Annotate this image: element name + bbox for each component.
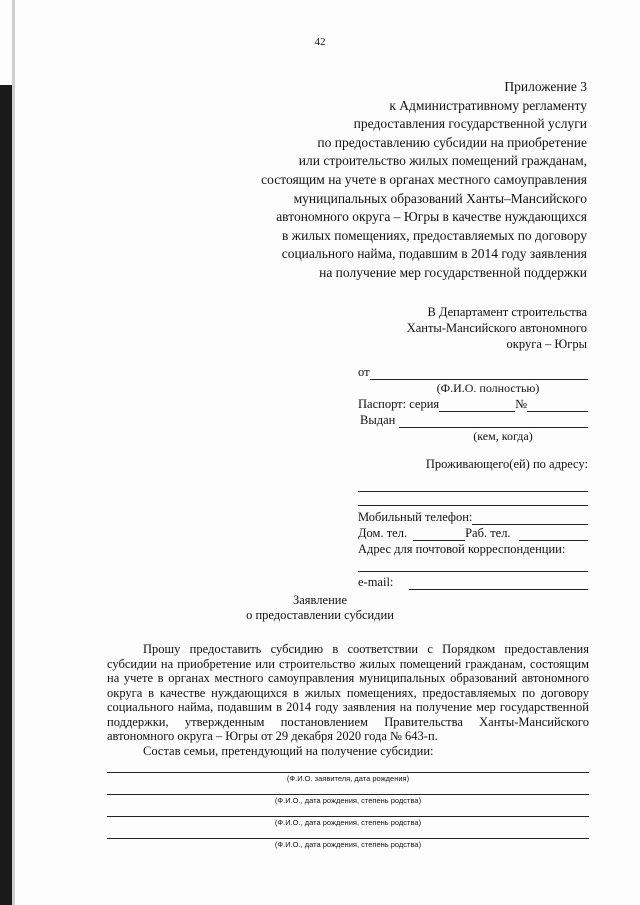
address-field-2[interactable] (358, 492, 588, 506)
home-phone-label: Дом. тел. (358, 526, 408, 540)
scan-margin-line (12, 0, 15, 905)
statement-title-block (0, 593, 640, 623)
family-list (107, 768, 589, 850)
mobile-label: Мобильный телефон: (358, 510, 473, 524)
addressee-line: В Департамент строительства (427, 305, 587, 319)
appendix-line: или строительство жилых помещений гражданам, (298, 153, 587, 169)
statement-title: Заявление (292, 593, 347, 607)
appendix-line: по предоставлению субсидии на приобретение (317, 134, 587, 150)
issued-caption: (кем, когда) (473, 429, 533, 443)
work-phone-label: Раб. тел. (465, 526, 511, 540)
issued-row (360, 412, 588, 428)
email-label: e-mail: (358, 575, 394, 589)
family-row-caption: (Ф.И.О., дата рождения, степень родства) (274, 796, 422, 805)
statement-body (107, 642, 589, 758)
from-row (358, 364, 588, 380)
appendix-line: автономного округа – Югры в качестве нуждающихся (276, 209, 587, 225)
passport-series-label: Паспорт: серия (358, 397, 440, 411)
issued-field[interactable] (399, 415, 588, 428)
statement-paragraph: Прошу предоставить субсидию в соответствии с Порядком предоставления субсидии на приобретение или строительство жилых помещений гражданам, состоящим на учете в органах местного самоуправления муниципальных образований автономного округа в качестве нуждающихся в жилых помещениях, предоставляемых по договору социального найма, подавшим в 2014 году заявления на получение мер государственной поддержки, утвержденным постановлением Правительства Ханты-Мансийского автономного округа – Югры от 29 декабря 2020 года № 643-п. (107, 642, 589, 743)
addressee-block (327, 304, 587, 352)
family-row-field[interactable] (107, 828, 589, 839)
fio-field[interactable] (370, 367, 588, 380)
issued-label: Выдан (360, 413, 396, 427)
address-label: Проживающего(ей) по адресу: (425, 457, 588, 471)
statement-subtitle: о предоставлении субсидии (246, 608, 394, 622)
family-row-field[interactable] (107, 806, 589, 817)
family-label: Состав семьи, претендующий на получение субсидии: (143, 743, 434, 758)
appendix-line: муниципальных образований Ханты–Мансийского (293, 190, 587, 206)
appendix-line: предоставления государственной услуги (353, 116, 587, 132)
appendix-line: социального найма, подавшим в 2014 году заявления (281, 246, 587, 262)
passport-number-field[interactable] (527, 399, 588, 412)
address-field-1[interactable] (358, 478, 588, 492)
appendix-line: на получение мер государственной поддержки (319, 264, 587, 280)
email-field[interactable] (409, 577, 588, 590)
addressee-line: Ханты-Мансийского автономного (406, 321, 587, 335)
postal-field[interactable] (358, 557, 588, 572)
postal-label: Адрес для почтовой корреспонденции: (358, 542, 566, 556)
postal-row (358, 541, 588, 557)
mobile-field[interactable] (472, 512, 588, 525)
appendix-line: к Административному регламенту (389, 97, 587, 113)
passport-number-label: № (515, 397, 528, 411)
fio-caption: (Ф.И.О. полностью) (436, 381, 540, 395)
email-row (358, 574, 588, 590)
passport-series-field[interactable] (439, 399, 515, 412)
page-number: 42 (314, 36, 326, 48)
family-row-caption: (Ф.И.О. заявителя, дата рождения) (286, 774, 410, 783)
family-row-caption: (Ф.И.О., дата рождения, степень родства) (274, 818, 422, 827)
appendix-line: состоящим на учете в органах местного самоуправления (261, 171, 587, 187)
family-row-caption: (Ф.И.О., дата рождения, степень родства) (274, 840, 422, 849)
phones-row (358, 525, 588, 541)
from-label: от (358, 365, 370, 379)
work-phone-field[interactable] (519, 528, 588, 541)
family-row-field[interactable] (107, 784, 589, 795)
mobile-row (358, 509, 588, 525)
appendix-line: в жилых помещениях, предоставляемых по договору (282, 227, 587, 243)
applicant-form (358, 364, 588, 590)
appendix-header (227, 78, 587, 283)
appendix-line: Приложение 3 (504, 79, 587, 94)
passport-row (358, 396, 588, 412)
addressee-line: округа – Югры (506, 337, 587, 351)
scan-edge-shadow (0, 85, 12, 905)
home-phone-field[interactable] (413, 528, 465, 541)
